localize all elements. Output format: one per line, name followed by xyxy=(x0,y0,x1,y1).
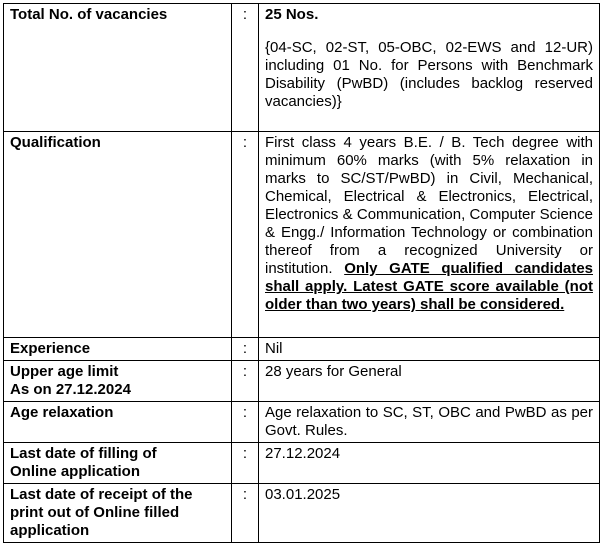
label-age-relaxation: Age relaxation xyxy=(4,402,232,443)
label-experience: Experience xyxy=(4,338,232,361)
colon-separator: : xyxy=(232,484,259,543)
table-row-last-date-online xyxy=(4,443,600,484)
colon-separator: : xyxy=(232,338,259,361)
value-age-relaxation: Age relaxation to SC, ST, OBC and PwBD as per Govt. Rules. xyxy=(259,402,600,443)
vacancy-count: 25 Nos. xyxy=(265,6,319,23)
qualification-text: First class 4 years B.E. / B. Tech degree with minimum 60% marks (with 5% relaxation in marks to SC/ST/PwBD) in Civil, Mechanical, Chemical, Electrical & Electronics, Electrical, Electronics & Communication, Computer Science & Engg./ Information Technology or combination thereof from a recognized University or institution. xyxy=(265,134,593,277)
table-row-experience xyxy=(4,338,600,361)
table-row-last-date-printout xyxy=(4,484,600,543)
table-row-vacancies xyxy=(4,4,600,132)
colon-separator: : xyxy=(232,4,259,132)
upper-age-label-line2: As on 27.12.2024 xyxy=(10,381,131,398)
value-qualification xyxy=(259,132,600,338)
value-total-vacancies xyxy=(259,4,600,132)
label-total-vacancies: Total No. of vacancies xyxy=(4,4,232,132)
table-row-upper-age xyxy=(4,361,600,402)
gate-requirement-text: Only GATE qualified candidates shall apply. Latest GATE score available (not older than two years) shall be considered. xyxy=(265,260,593,313)
table-row-age-relaxation xyxy=(4,402,600,443)
upper-age-label-line1: Upper age limit xyxy=(10,363,119,380)
last-date-online-line2: Online application xyxy=(10,463,141,480)
value-last-date-online: 27.12.2024 xyxy=(259,443,600,484)
label-upper-age-limit xyxy=(4,361,232,402)
recruitment-details-table xyxy=(3,3,600,543)
last-date-printout-line3: application xyxy=(10,522,90,539)
value-last-date-printout: 03.01.2025 xyxy=(259,484,600,543)
table-row-qualification xyxy=(4,132,600,338)
label-last-date-online xyxy=(4,443,232,484)
label-last-date-printout xyxy=(4,484,232,543)
last-date-printout-line2: print out of Online filled xyxy=(10,504,180,521)
value-upper-age-limit: 28 years for General xyxy=(259,361,600,402)
vacancy-breakdown: {04-SC, 02-ST, 05-OBC, 02-EWS and 12-UR) including 01 No. for Persons with Benchmark Disability (PwBD) (includes backlog reserved vacancies)} xyxy=(265,39,593,110)
value-experience: Nil xyxy=(259,338,600,361)
colon-separator: : xyxy=(232,443,259,484)
colon-separator: : xyxy=(232,402,259,443)
colon-separator: : xyxy=(232,361,259,402)
label-qualification: Qualification xyxy=(4,132,232,338)
last-date-online-line1: Last date of filling of xyxy=(10,445,157,462)
colon-separator: : xyxy=(232,132,259,338)
last-date-printout-line1: Last date of receipt of the xyxy=(10,486,193,503)
